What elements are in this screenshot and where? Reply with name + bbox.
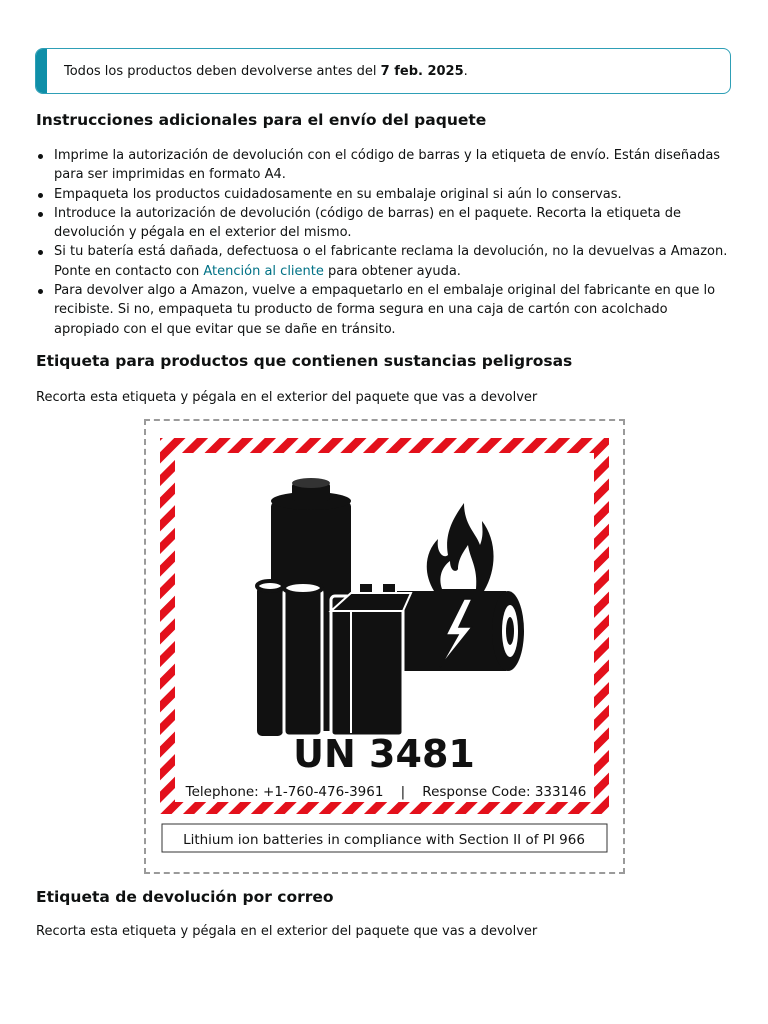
contact-line: Telephone: +1-760-476-3961 | Response Code: 333146 <box>185 784 587 800</box>
list-item: Si tu batería está dañada, defectuosa o el fabricante reclama la devolución, no la devuelvas a Amazon. Ponte en contacto con Atención al cliente para obtener ayuda. <box>36 242 736 281</box>
alert-accent-bar <box>36 49 47 93</box>
instructions-heading: Instrucciones adicionales para el envío del paquete <box>36 111 487 129</box>
hazmat-cut-note: Recorta esta etiqueta y pégala en el exterior del paquete que vas a devolver <box>36 390 538 405</box>
alert-text: Todos los productos deben devolverse antes del 7 feb. 2025. <box>64 64 468 79</box>
un-number: UN 3481 <box>293 732 475 776</box>
customer-service-link[interactable]: Atención al cliente <box>203 263 324 279</box>
compliance-text: Lithium ion batteries in compliance with Section II of PI 966 <box>183 832 585 848</box>
list-item: Introduce la autorización de devolución (código de barras) en el paquete. Recorta la etiqueta de devolución y pégala en el exterior del mismo. <box>36 204 736 243</box>
list-item: Imprime la autorización de devolución con el código de barras y la etiqueta de envío. Están diseñadas para ser imprimidas en formato A4. <box>36 146 736 185</box>
list-item: Empaqueta los productos cuidadosamente en su embalaje original si aún lo conservas. <box>36 185 736 204</box>
mail-label-cut-note: Recorta esta etiqueta y pégala en el exterior del paquete que vas a devolver <box>36 924 538 939</box>
hazmat-label <box>144 419 625 874</box>
list-item: Para devolver algo a Amazon, vuelve a empaquetarlo en el embalaje original del fabricante en que lo recibiste. Si no, empaqueta tu producto de forma segura en una caja de cartón con acolchado apropiado con el que evitar que se dañe en tránsito. <box>36 281 736 339</box>
instructions-list <box>36 146 736 339</box>
mail-label-heading: Etiqueta de devolución por correo <box>36 888 334 906</box>
hazmat-heading: Etiqueta para productos que contienen sustancias peligrosas <box>36 352 573 370</box>
flame-icon <box>427 503 494 591</box>
deadline-alert <box>35 48 731 94</box>
deadline-date: 7 feb. 2025 <box>380 64 464 79</box>
battery-cells-icon <box>257 478 524 736</box>
